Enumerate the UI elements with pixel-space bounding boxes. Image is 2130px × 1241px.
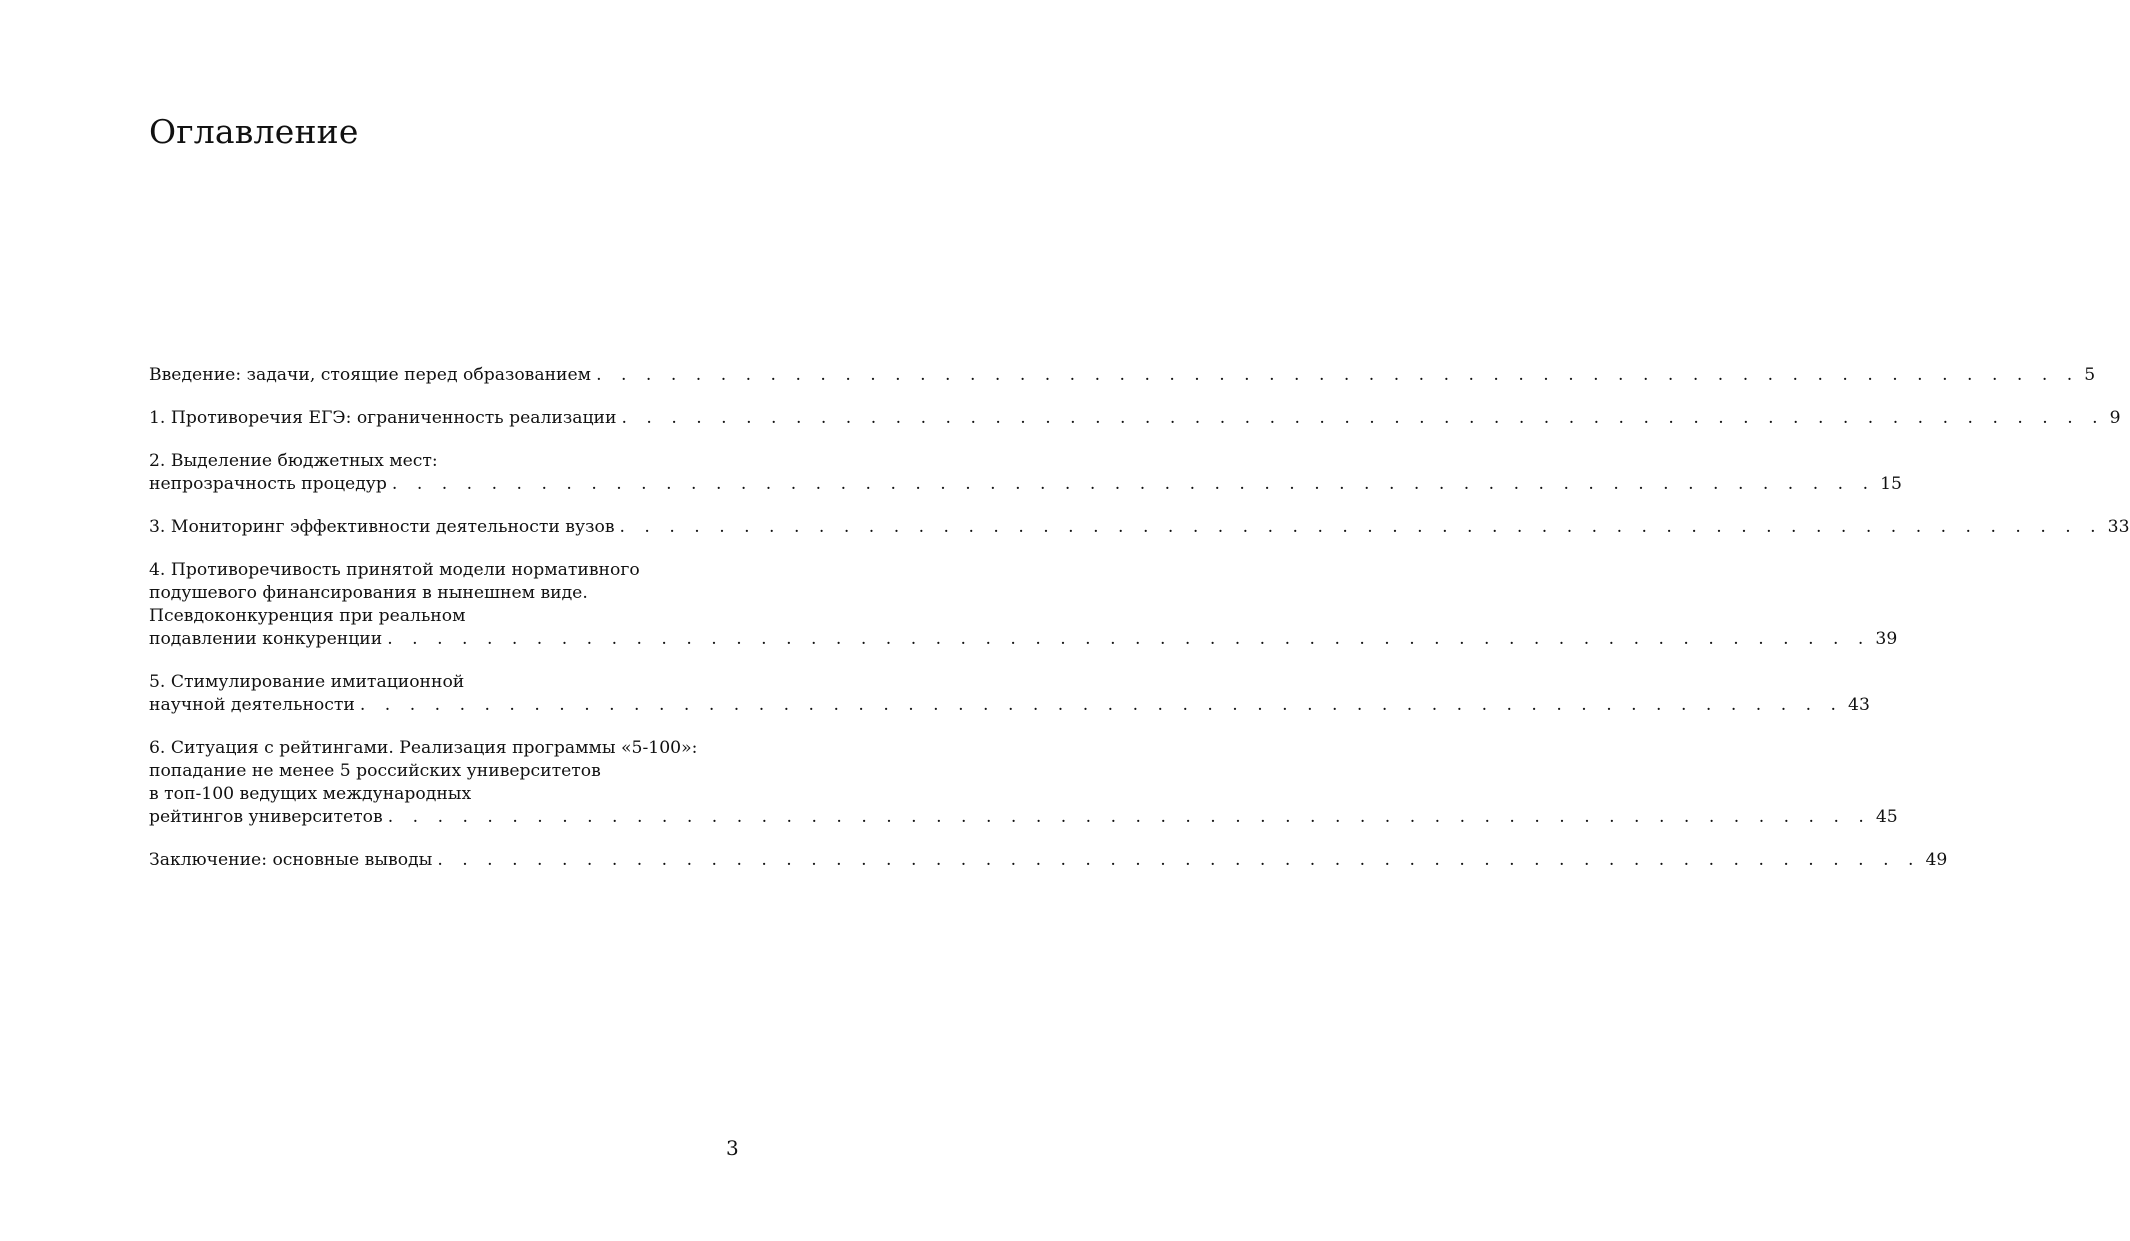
toc-entry-title: Введение: задачи, стоящие перед образованием [149,365,592,385]
toc-entry-page-number: 39 [1875,629,1898,649]
toc-entry-title-line: 4. Противоречивость принятой модели нормативного [149,560,640,580]
toc-entry [149,364,2096,387]
toc-entry-page-number: 9 [2109,408,2121,428]
toc-entry-title-line: в топ-100 ведущих международных [149,784,472,804]
toc-entry-title-line: 6. Ситуация с рейтингами. Реализация программы «5-100»: [149,738,698,758]
toc-entry-last-line [149,628,1898,651]
toc-entry-page-number: 33 [2107,517,2130,537]
toc-entry [149,849,1948,872]
toc-entry-page-number: 45 [1875,807,1898,827]
toc-entry [149,671,1870,717]
toc-entry-title: непрозрачность процедур [149,474,387,494]
toc-entry-page-number: 15 [1880,474,1902,494]
dot-leader: . . . . . . . . . . . . . . . . . . . . . . . . . . . . . . . . . . . . . . . . . . . . . . . . . . . . . . . . . . . . [387,629,1871,649]
dot-leader: . . . . . . . . . . . . . . . . . . . . . . . . . . . . . . . . . . . . . . . . . . . . . . . . . . . . . . . . . . . . [359,695,1844,715]
toc-entry [149,737,1898,829]
dot-leader: . . . . . . . . . . . . . . . . . . . . . . . . . . . . . . . . . . . . . . . . . . . . . . . . . . . . . . . . . . . . [391,474,1876,494]
toc-entry [149,450,1902,496]
dot-leader: . . . . . . . . . . . . . . . . . . . . . . . . . . . . . . . . . . . . . . . . . . . . . . . . . . . . . . . . . . . . [387,807,1871,827]
toc-entry-title-line: попадание не менее 5 российских университетов [149,761,601,781]
toc-entry-title-line: Псевдоконкуренция при реальном [149,606,466,626]
toc-entry-last-line [149,694,1870,717]
table-of-contents [149,364,2130,892]
toc-entry-title: 1. Противоречия ЕГЭ: ограниченность реализации [149,408,617,428]
toc-entry-title-line: 5. Стимулирование имитационной [149,672,465,692]
page-title: Оглавление [149,112,359,151]
toc-entry-page-number: 5 [2084,365,2096,385]
page-number: 3 [726,1136,739,1160]
toc-entry-last-line [149,806,1898,829]
dot-leader: . . . . . . . . . . . . . . . . . . . . . . . . . . . . . . . . . . . . . . . . . . . . . . . . . . . . . . . . . . . . [596,365,2080,385]
toc-entry [149,559,1898,651]
toc-entry-title: подавлении конкуренции [149,629,383,649]
toc-entry-title: 3. Мониторинг эффективности деятельности вузов [149,517,615,537]
toc-entry-last-line [149,364,2096,387]
toc-entry-last-line [149,407,2121,430]
toc-entry-last-line [149,516,2130,539]
toc-entry-title-line: 2. Выделение бюджетных мест: [149,451,438,471]
toc-entry-title: научной деятельности [149,695,355,715]
dot-leader: . . . . . . . . . . . . . . . . . . . . . . . . . . . . . . . . . . . . . . . . . . . . . . . . . . . . . . . . . . . . [619,517,2103,537]
toc-entry [149,407,2121,430]
toc-entry-last-line [149,473,1902,496]
dot-leader: . . . . . . . . . . . . . . . . . . . . . . . . . . . . . . . . . . . . . . . . . . . . . . . . . . . . . . . . . . . . [621,408,2105,428]
toc-entry-page-number: 49 [1925,850,1948,870]
dot-leader: . . . . . . . . . . . . . . . . . . . . . . . . . . . . . . . . . . . . . . . . . . . . . . . . . . . . . . . . . . . . [437,850,1921,870]
toc-entry-title: Заключение: основные выводы [149,850,433,870]
toc-entry [149,516,2130,539]
toc-entry-last-line [149,849,1948,872]
toc-entry-page-number: 43 [1848,695,1870,715]
toc-entry-title-line: подушевого финансирования в нынешнем виде. [149,583,588,603]
toc-entry-title: рейтингов университетов [149,807,383,827]
